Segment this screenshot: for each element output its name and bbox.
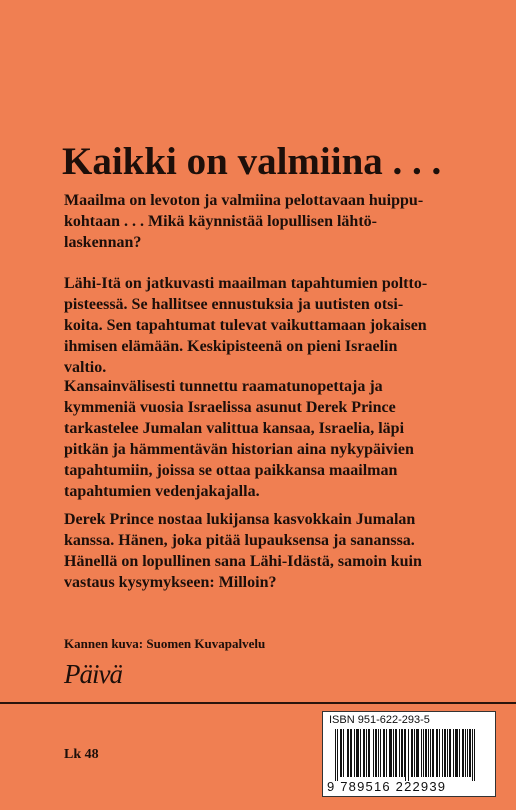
barcode-bar <box>405 729 406 781</box>
barcode-bar <box>373 729 374 777</box>
barcode-bar <box>366 729 367 777</box>
divider-line <box>0 702 516 704</box>
barcode-bar <box>340 729 341 777</box>
publisher-logo: Päivä <box>64 659 122 689</box>
blurb-paragraph-1: Maailma on levoton ja valmiina pelottavaan huippu- kohtaan . . . Mikä käynnistää lopullisen lähtö- laskennan? <box>64 192 424 251</box>
barcode-bar <box>384 729 385 777</box>
barcode-bar <box>467 729 468 777</box>
barcode-bar <box>341 729 342 777</box>
barcode-bar <box>391 729 392 777</box>
barcode-bar <box>474 729 475 781</box>
barcode-bar <box>463 729 464 777</box>
barcode-bar <box>402 729 403 777</box>
barcode-bar <box>439 729 440 777</box>
barcode-bar <box>445 729 446 777</box>
barcode-bar <box>430 729 431 777</box>
barcode-bar <box>347 729 348 777</box>
barcode-bar <box>444 729 445 777</box>
isbn-barcode-box <box>322 711 496 797</box>
barcode-bar <box>401 729 402 777</box>
barcode-bar <box>453 729 454 777</box>
barcode-bar <box>389 729 390 777</box>
barcode-bar <box>395 729 396 777</box>
barcode-bar <box>350 729 351 777</box>
barcode-bar <box>465 729 466 777</box>
barcode-bar <box>425 729 426 777</box>
barcode-bar <box>351 729 352 777</box>
barcode-icon <box>335 729 485 781</box>
barcode-bar <box>426 729 427 777</box>
barcode-bar <box>356 729 357 777</box>
cover-photo-credit: Kannen kuva: Suomen Kuvapalvelu <box>64 636 266 651</box>
barcode-bar <box>418 729 419 777</box>
barcode-bar <box>442 729 443 777</box>
barcode-bar <box>469 729 470 777</box>
barcode-bar <box>449 729 450 777</box>
barcode-bar <box>335 729 336 781</box>
price-code: Lk 48 <box>64 747 99 762</box>
barcode-bar <box>455 729 456 777</box>
barcode-bar <box>459 729 460 777</box>
barcode-bar <box>421 729 422 777</box>
barcode-bar <box>416 729 417 777</box>
barcode-bar <box>408 729 409 781</box>
barcode-bar <box>383 729 384 777</box>
barcode-bar <box>428 729 429 777</box>
blurb-paragraph-4: Derek Prince nostaa lukijansa kasvokkain Jumalan kanssa. Hänen, joka pitää lupauksensa ja sananssa. Hänellä on lopullinen sana Lähi-Idästä, samoin kuin vastaus kysymykseen: Milloin? <box>64 511 422 591</box>
barcode-bar <box>378 729 379 777</box>
barcode-bar <box>456 729 457 777</box>
barcode-bar <box>462 729 463 777</box>
barcode-bar <box>396 729 397 777</box>
ean-number: 9 789516 222939 <box>327 779 447 794</box>
barcode-bar <box>363 729 364 777</box>
barcode-bar <box>472 729 473 781</box>
barcode-bar <box>393 729 394 777</box>
barcode-bar <box>380 729 381 777</box>
barcode-bar <box>390 729 391 777</box>
barcode-bar <box>432 729 433 777</box>
isbn-label: ISBN 951-622-293-5 <box>329 714 430 726</box>
barcode-bar <box>412 729 413 777</box>
barcode-bar <box>450 729 451 777</box>
barcode-bar <box>386 729 387 777</box>
barcode-bar <box>337 729 338 781</box>
barcode-bar <box>375 729 376 777</box>
barcode-bar <box>436 729 437 777</box>
barcode-bar <box>354 729 355 777</box>
barcode-bar <box>360 729 361 777</box>
barcode-bar <box>470 729 471 777</box>
barcode-bar <box>457 729 458 777</box>
barcode-bar <box>414 729 415 777</box>
barcode-bar <box>364 729 365 777</box>
barcode-bar <box>417 729 418 777</box>
blurb-paragraph-2: Lähi-Itä on jatkuvasti maailman tapahtumien poltto- pisteessä. Se hallitsee ennustuksia ja uutisten otsi- koita. Sen tapahtumat tulevat vaikuttamaan jokaisen ihmisen elämään. Keskipisteenä on pieni Israelin valtio. <box>64 275 428 376</box>
barcode-bar <box>399 729 400 777</box>
barcode-bar <box>447 729 448 777</box>
barcode-bar <box>368 729 369 777</box>
blurb-paragraph-3: Kansainvälisesti tunnettu raamatunopettaja ja kymmeniä vuosia Israelissa asunut Derek Prince tarkastelee Jumalan valittua kansaa, Israelia, läpi pitkän ja hämmentävän historian aina nykypäivien tapahtumiin, joissa se ottaa paikkansa maailman tapahtumien vedenjakajalla. <box>64 378 414 500</box>
barcode-bar <box>411 729 412 777</box>
barcode-bar <box>404 729 405 777</box>
barcode-bar <box>433 729 434 777</box>
book-title: Kaikki on valmiina . . . <box>62 140 442 183</box>
barcode-bar <box>376 729 377 777</box>
barcode-bar <box>437 729 438 777</box>
barcode-bar <box>369 729 370 777</box>
barcode-bar <box>423 729 424 777</box>
barcode-bar <box>358 729 359 777</box>
barcode-bar <box>357 729 358 777</box>
barcode-bar <box>343 729 344 777</box>
barcode-bar <box>348 729 349 777</box>
